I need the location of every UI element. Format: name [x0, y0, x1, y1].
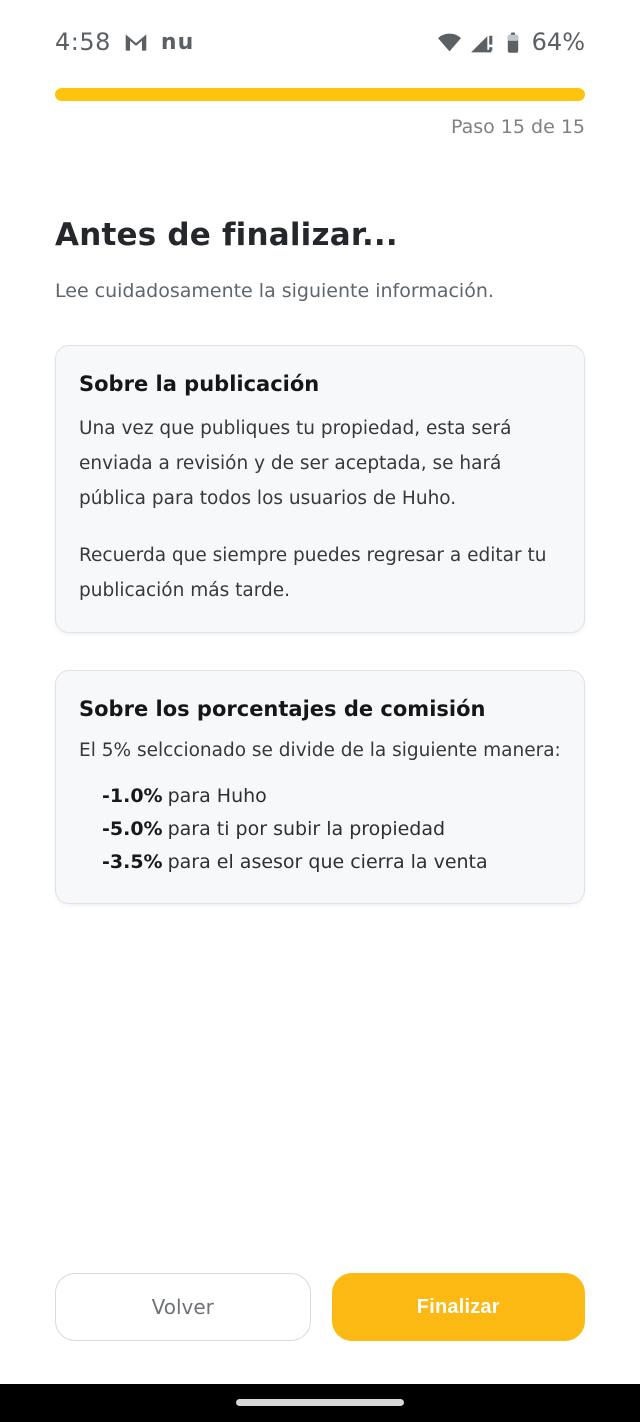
commission-text: para Huho [167, 785, 267, 807]
progress-bar [55, 88, 585, 101]
battery-percent: 64% [531, 28, 585, 56]
nu-notification-icon: nu [160, 29, 195, 55]
clock-time: 4:58 [55, 28, 111, 56]
progress-bar-fill [55, 88, 585, 101]
commission-text: para ti por subir la propiedad [167, 818, 446, 840]
footer-actions [55, 1273, 585, 1341]
commission-intro: El 5% selccionado se divide de la siguiente manera: [79, 740, 561, 761]
finish-button[interactable]: Finalizar [332, 1273, 586, 1341]
card-paragraph: Recuerda que siempre puedes regresar a editar tu publicación más tarde. [79, 545, 547, 601]
page-subtitle: Lee cuidadosamente la siguiente información. [55, 280, 494, 302]
card-paragraph: Una vez que publiques tu propiedad, esta será enviada a revisión y de ser aceptada, se hará pública para todos los usuarios de Huho. [79, 418, 512, 509]
commission-info-card [55, 670, 585, 904]
commission-item [102, 780, 561, 813]
back-button[interactable]: Volver [55, 1273, 311, 1341]
system-navigation-bar [0, 1384, 640, 1422]
commission-text: para el asesor que cierra la venta [167, 851, 488, 873]
publication-info-card [55, 345, 585, 633]
page-title: Antes de finalizar... [55, 217, 398, 253]
status-bar [0, 0, 640, 64]
cell-signal-no-internet-icon [469, 30, 494, 55]
step-indicator: Paso 15 de 15 [451, 116, 585, 138]
commission-list [79, 780, 561, 879]
commission-value: -3.5% [102, 851, 163, 873]
card-title: Sobre los porcentajes de comisión [79, 697, 486, 721]
battery-icon [501, 30, 525, 55]
wifi-icon [437, 30, 462, 55]
commission-item [102, 813, 561, 846]
commission-value: -5.0% [102, 818, 163, 840]
commission-value: -1.0% [102, 785, 163, 807]
commission-item [102, 846, 561, 879]
card-title: Sobre la publicación [79, 372, 320, 396]
gesture-handle[interactable] [236, 1399, 404, 1406]
gmail-notification-icon [123, 29, 149, 55]
